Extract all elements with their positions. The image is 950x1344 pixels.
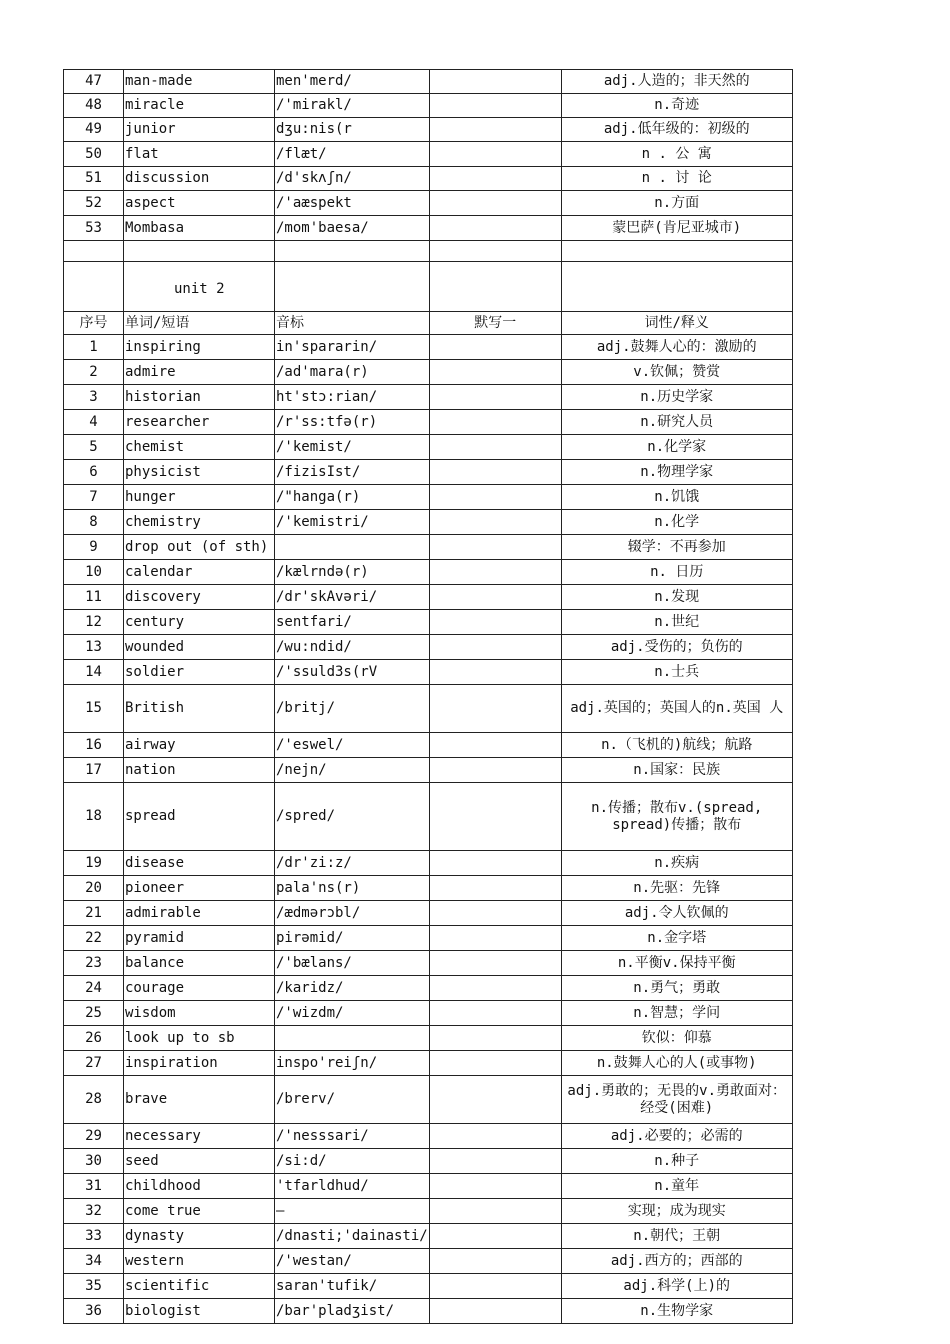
row-phonetic: /'kemistri/ — [275, 510, 430, 535]
row-meaning: adj.令人钦佩的 — [561, 901, 792, 926]
unit2-rows — [64, 335, 793, 1324]
row-number: 13 — [64, 635, 124, 660]
row-dictation-blank — [429, 460, 561, 485]
row-dictation-blank — [429, 635, 561, 660]
row-number: 7 — [64, 485, 124, 510]
row-meaning: n.金字塔 — [561, 926, 792, 951]
row-number: 19 — [64, 851, 124, 876]
table-row — [64, 635, 793, 660]
row-number: 8 — [64, 510, 124, 535]
row-dictation-blank — [429, 758, 561, 783]
row-meaning: adj.人造的；非天然的 — [561, 70, 792, 94]
row-phonetic: /britj/ — [275, 685, 430, 733]
row-word: British — [124, 685, 275, 733]
row-number: 50 — [64, 142, 124, 167]
row-phonetic: /kælrndə(r) — [275, 560, 430, 585]
table-row — [64, 660, 793, 685]
row-number: 34 — [64, 1249, 124, 1274]
row-number: 36 — [64, 1299, 124, 1324]
row-phonetic: /ædmərɔbl/ — [275, 901, 430, 926]
row-meaning: n.物理学家 — [561, 460, 792, 485]
row-word: brave — [124, 1076, 275, 1124]
row-dictation-blank — [429, 94, 561, 118]
header-ipa: 音标 — [275, 312, 430, 335]
header-word: 单词/短语 — [124, 312, 275, 335]
row-number: 49 — [64, 118, 124, 142]
table-row — [64, 1001, 793, 1026]
row-number: 31 — [64, 1174, 124, 1199]
row-word: scientific — [124, 1274, 275, 1299]
row-phonetic: /'bælans/ — [275, 951, 430, 976]
row-word: wounded — [124, 635, 275, 660]
table-row — [64, 851, 793, 876]
table-row — [64, 926, 793, 951]
row-dictation-blank — [429, 410, 561, 435]
table-row — [64, 118, 793, 142]
row-number: 9 — [64, 535, 124, 560]
header-dictation: 默写一 — [429, 312, 561, 335]
row-meaning: n.（飞机的)航线；航路 — [561, 733, 792, 758]
row-word: junior — [124, 118, 275, 142]
row-phonetic: /fizisIst/ — [275, 460, 430, 485]
row-number: 18 — [64, 783, 124, 851]
row-meaning: adj.必要的；必需的 — [561, 1124, 792, 1149]
row-phonetic — [275, 535, 430, 560]
row-phonetic: /ad'mara(r) — [275, 360, 430, 385]
row-phonetic: /dr'zi:z/ — [275, 851, 430, 876]
row-phonetic: saran'tufik/ — [275, 1274, 430, 1299]
table-row — [64, 901, 793, 926]
row-word: miracle — [124, 94, 275, 118]
row-meaning: n.朝代；王朝 — [561, 1224, 792, 1249]
row-word: pioneer — [124, 876, 275, 901]
row-word: physicist — [124, 460, 275, 485]
table-row — [64, 191, 793, 216]
row-meaning: n.世纪 — [561, 610, 792, 635]
row-meaning: n.发现 — [561, 585, 792, 610]
row-meaning: n.种子 — [561, 1149, 792, 1174]
row-dictation-blank — [429, 510, 561, 535]
row-number: 32 — [64, 1199, 124, 1224]
unit-title: unit 2 — [124, 262, 275, 312]
row-word: disease — [124, 851, 275, 876]
row-number: 15 — [64, 685, 124, 733]
row-number: 26 — [64, 1026, 124, 1051]
row-word: western — [124, 1249, 275, 1274]
row-phonetic: /brerv/ — [275, 1076, 430, 1124]
table-row — [64, 1026, 793, 1051]
row-meaning: n.疾病 — [561, 851, 792, 876]
table-row — [64, 1124, 793, 1149]
row-dictation-blank — [429, 926, 561, 951]
row-word: balance — [124, 951, 275, 976]
row-phonetic: /'wizdm/ — [275, 1001, 430, 1026]
row-dictation-blank — [429, 783, 561, 851]
row-phonetic: /karidz/ — [275, 976, 430, 1001]
row-meaning: n.士兵 — [561, 660, 792, 685]
row-meaning: n.饥饿 — [561, 485, 792, 510]
row-dictation-blank — [429, 335, 561, 360]
row-meaning: n.先驱：先锋 — [561, 876, 792, 901]
row-word: chemistry — [124, 510, 275, 535]
table-row — [64, 360, 793, 385]
table-row — [64, 510, 793, 535]
table-row — [64, 1149, 793, 1174]
table-row — [64, 783, 793, 851]
row-dictation-blank — [429, 1026, 561, 1051]
row-number: 25 — [64, 1001, 124, 1026]
row-word: spread — [124, 783, 275, 851]
row-dictation-blank — [429, 560, 561, 585]
row-dictation-blank — [429, 535, 561, 560]
table-row — [64, 758, 793, 783]
row-phonetic: /'aæspekt — [275, 191, 430, 216]
row-phonetic: pirəmid/ — [275, 926, 430, 951]
row-word: flat — [124, 142, 275, 167]
table-row — [64, 1051, 793, 1076]
row-word: chemist — [124, 435, 275, 460]
row-phonetic: in'spararin/ — [275, 335, 430, 360]
row-dictation-blank — [429, 216, 561, 241]
row-word: pyramid — [124, 926, 275, 951]
row-meaning: adj.低年级的：初级的 — [561, 118, 792, 142]
row-word: courage — [124, 976, 275, 1001]
row-dictation-blank — [429, 660, 561, 685]
row-word: wisdom — [124, 1001, 275, 1026]
table-row — [64, 876, 793, 901]
table-row — [64, 385, 793, 410]
table-row — [64, 460, 793, 485]
row-phonetic: /wu:ndid/ — [275, 635, 430, 660]
row-meaning: 辍学：不再参加 — [561, 535, 792, 560]
row-dictation-blank — [429, 360, 561, 385]
table-row — [64, 733, 793, 758]
row-meaning: v.钦佩；赞赏 — [561, 360, 792, 385]
row-dictation-blank — [429, 435, 561, 460]
row-phonetic: /bar'pladʒist/ — [275, 1299, 430, 1324]
row-phonetic: /spred/ — [275, 783, 430, 851]
row-meaning: n.平衡v.保持平衡 — [561, 951, 792, 976]
row-word: calendar — [124, 560, 275, 585]
row-dictation-blank — [429, 585, 561, 610]
row-dictation-blank — [429, 1274, 561, 1299]
row-number: 14 — [64, 660, 124, 685]
row-word: inspiration — [124, 1051, 275, 1076]
row-phonetic: /'eswel/ — [275, 733, 430, 758]
row-phonetic — [275, 1026, 430, 1051]
row-word: dynasty — [124, 1224, 275, 1249]
row-meaning: n.研究人员 — [561, 410, 792, 435]
table-row — [64, 976, 793, 1001]
row-meaning: adj.鼓舞人心的：激励的 — [561, 335, 792, 360]
row-phonetic: /"hanga(r) — [275, 485, 430, 510]
row-number: 23 — [64, 951, 124, 976]
row-number: 20 — [64, 876, 124, 901]
row-meaning: n . 讨 论 — [561, 167, 792, 191]
row-word: look up to sb — [124, 1026, 275, 1051]
row-phonetic: /r'ss:tfə(r) — [275, 410, 430, 435]
row-word: seed — [124, 1149, 275, 1174]
row-number: 16 — [64, 733, 124, 758]
row-dictation-blank — [429, 1224, 561, 1249]
header-no: 序号 — [64, 312, 124, 335]
row-meaning: adj.英国的；英国人的n.英国 人 — [561, 685, 792, 733]
table-row — [64, 1249, 793, 1274]
row-dictation-blank — [429, 951, 561, 976]
table-row — [64, 167, 793, 191]
row-meaning: adj.勇敢的；无畏的v.勇敢面对：经受(困难) — [561, 1076, 792, 1124]
row-word: admirable — [124, 901, 275, 926]
row-number: 35 — [64, 1274, 124, 1299]
row-word: aspect — [124, 191, 275, 216]
table-row — [64, 142, 793, 167]
row-meaning: n.童年 — [561, 1174, 792, 1199]
row-phonetic: ht'stɔ:rian/ — [275, 385, 430, 410]
row-word: biologist — [124, 1299, 275, 1324]
row-dictation-blank — [429, 70, 561, 94]
table-row — [64, 216, 793, 241]
row-word: century — [124, 610, 275, 635]
row-number: 28 — [64, 1076, 124, 1124]
row-dictation-blank — [429, 118, 561, 142]
table-row — [64, 1076, 793, 1124]
row-word: discussion — [124, 167, 275, 191]
header-row — [64, 312, 793, 335]
table-row — [64, 1174, 793, 1199]
row-number: 6 — [64, 460, 124, 485]
row-word: inspiring — [124, 335, 275, 360]
table-row — [64, 485, 793, 510]
row-number: 5 — [64, 435, 124, 460]
row-meaning: n.历史学家 — [561, 385, 792, 410]
row-number: 27 — [64, 1051, 124, 1076]
row-dictation-blank — [429, 901, 561, 926]
row-number: 2 — [64, 360, 124, 385]
row-dictation-blank — [429, 876, 561, 901]
row-meaning: n.生物学家 — [561, 1299, 792, 1324]
table-row — [64, 1299, 793, 1324]
row-phonetic: /'mirakl/ — [275, 94, 430, 118]
row-meaning: n.传播；散布v.(spread, spread)传播；散布 — [561, 783, 792, 851]
row-number: 3 — [64, 385, 124, 410]
table-row — [64, 535, 793, 560]
row-word: come true — [124, 1199, 275, 1224]
row-dictation-blank — [429, 1149, 561, 1174]
table-row — [64, 585, 793, 610]
row-phonetic: /flæt/ — [275, 142, 430, 167]
row-dictation-blank — [429, 191, 561, 216]
row-word: hunger — [124, 485, 275, 510]
row-word: man-made — [124, 70, 275, 94]
table-row — [64, 685, 793, 733]
row-dictation-blank — [429, 1051, 561, 1076]
row-number: 52 — [64, 191, 124, 216]
row-phonetic: /'ssuld3s(rV — [275, 660, 430, 685]
unit1-rows — [64, 70, 793, 241]
row-word: discovery — [124, 585, 275, 610]
row-phonetic: sentfari/ — [275, 610, 430, 635]
row-word: childhood — [124, 1174, 275, 1199]
row-meaning: n.智慧；学问 — [561, 1001, 792, 1026]
row-meaning: adj.科学(上)的 — [561, 1274, 792, 1299]
row-meaning: 钦似：仰慕 — [561, 1026, 792, 1051]
row-number: 12 — [64, 610, 124, 635]
row-dictation-blank — [429, 851, 561, 876]
row-number: 11 — [64, 585, 124, 610]
row-number: 53 — [64, 216, 124, 241]
row-meaning: n.化学家 — [561, 435, 792, 460]
row-dictation-blank — [429, 485, 561, 510]
row-word: drop out (of sth) — [124, 535, 275, 560]
table-row — [64, 70, 793, 94]
row-meaning: adj.西方的；西部的 — [561, 1249, 792, 1274]
row-word: admire — [124, 360, 275, 385]
row-meaning: n. 日历 — [561, 560, 792, 585]
unit-title-row — [64, 262, 793, 312]
vocabulary-table — [63, 69, 793, 1324]
row-meaning: n.方面 — [561, 191, 792, 216]
row-number: 47 — [64, 70, 124, 94]
row-phonetic: /'nesssari/ — [275, 1124, 430, 1149]
row-phonetic: /d'skʌʃn/ — [275, 167, 430, 191]
row-dictation-blank — [429, 733, 561, 758]
row-number: 1 — [64, 335, 124, 360]
row-number: 17 — [64, 758, 124, 783]
row-phonetic: men'merd/ — [275, 70, 430, 94]
row-phonetic: /dnasti;'dainasti/ — [275, 1224, 430, 1249]
empty-row — [64, 241, 793, 262]
row-phonetic: — — [275, 1199, 430, 1224]
row-phonetic: /dr'skAvəri/ — [275, 585, 430, 610]
row-number: 21 — [64, 901, 124, 926]
unit-header-section — [64, 241, 793, 335]
row-dictation-blank — [429, 167, 561, 191]
row-meaning: n.国家：民族 — [561, 758, 792, 783]
row-dictation-blank — [429, 1249, 561, 1274]
row-phonetic: pala'ns(r) — [275, 876, 430, 901]
row-number: 30 — [64, 1149, 124, 1174]
row-phonetic: /si:d/ — [275, 1149, 430, 1174]
row-word: historian — [124, 385, 275, 410]
row-number: 48 — [64, 94, 124, 118]
table-row — [64, 410, 793, 435]
row-dictation-blank — [429, 1124, 561, 1149]
row-dictation-blank — [429, 1001, 561, 1026]
row-word: nation — [124, 758, 275, 783]
row-number: 33 — [64, 1224, 124, 1249]
row-dictation-blank — [429, 1174, 561, 1199]
row-meaning: n.化学 — [561, 510, 792, 535]
row-number: 24 — [64, 976, 124, 1001]
row-phonetic: dʒu:nis(r — [275, 118, 430, 142]
row-dictation-blank — [429, 385, 561, 410]
table-row — [64, 1274, 793, 1299]
row-meaning: n . 公 寓 — [561, 142, 792, 167]
row-word: Mombasa — [124, 216, 275, 241]
row-word: necessary — [124, 1124, 275, 1149]
header-meaning: 词性/释义 — [561, 312, 792, 335]
row-number: 22 — [64, 926, 124, 951]
row-number: 29 — [64, 1124, 124, 1149]
row-word: airway — [124, 733, 275, 758]
row-meaning: n.奇迹 — [561, 94, 792, 118]
row-meaning: adj.受伤的；负伤的 — [561, 635, 792, 660]
row-dictation-blank — [429, 685, 561, 733]
table-row — [64, 435, 793, 460]
row-phonetic: 'tfarldhud/ — [275, 1174, 430, 1199]
row-phonetic: /'westan/ — [275, 1249, 430, 1274]
table-row — [64, 1224, 793, 1249]
row-meaning: n.勇气；勇敢 — [561, 976, 792, 1001]
row-word: researcher — [124, 410, 275, 435]
table-row — [64, 610, 793, 635]
row-word: soldier — [124, 660, 275, 685]
table-row — [64, 1199, 793, 1224]
row-dictation-blank — [429, 1076, 561, 1124]
row-meaning: 实现；成为现实 — [561, 1199, 792, 1224]
row-meaning: 蒙巴萨(肯尼亚城市) — [561, 216, 792, 241]
row-dictation-blank — [429, 1299, 561, 1324]
row-meaning: n.鼓舞人心的人(或事物) — [561, 1051, 792, 1076]
table-row — [64, 335, 793, 360]
row-number: 51 — [64, 167, 124, 191]
row-number: 4 — [64, 410, 124, 435]
row-phonetic: /nejn/ — [275, 758, 430, 783]
row-number: 10 — [64, 560, 124, 585]
row-phonetic: /mom'baesa/ — [275, 216, 430, 241]
table-row — [64, 951, 793, 976]
row-phonetic: inspo'reiʃn/ — [275, 1051, 430, 1076]
row-dictation-blank — [429, 976, 561, 1001]
row-dictation-blank — [429, 610, 561, 635]
row-phonetic: /'kemist/ — [275, 435, 430, 460]
table-row — [64, 94, 793, 118]
row-dictation-blank — [429, 142, 561, 167]
row-dictation-blank — [429, 1199, 561, 1224]
table-row — [64, 560, 793, 585]
